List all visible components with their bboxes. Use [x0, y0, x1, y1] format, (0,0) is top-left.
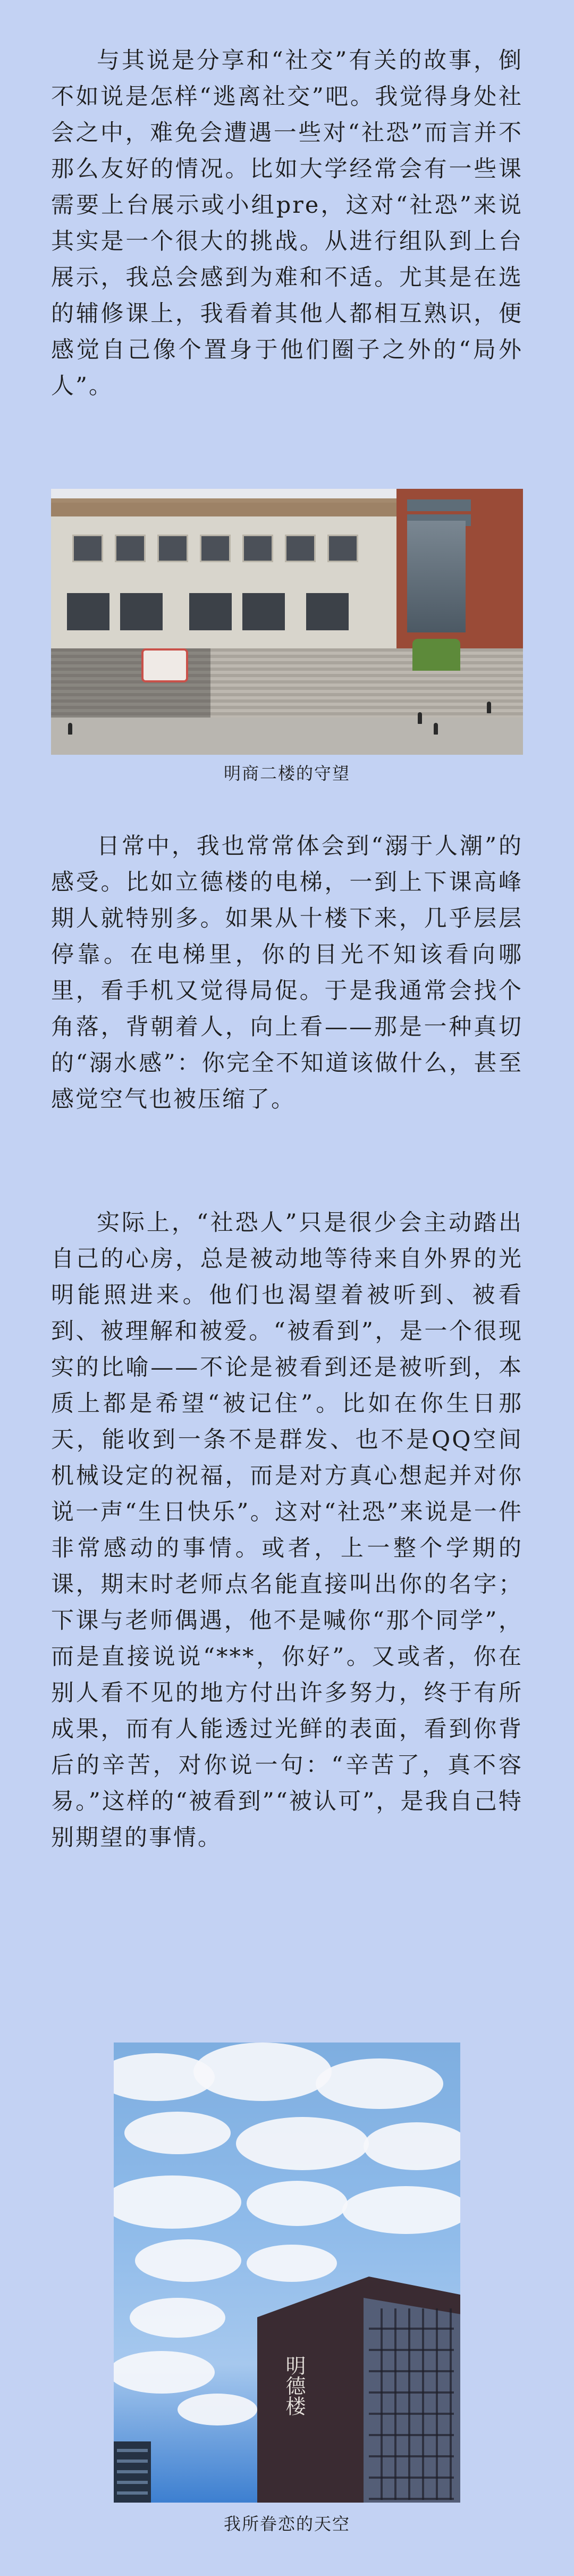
- figure-caption: 我所眷恋的天空: [223, 2514, 350, 2534]
- paragraph-2: 日常中，我也常常体会到“溺于人潮”的感受。比如立德楼的电梯，一到上下课高峰期人就特别多。如果从十楼下来，几乎层层停靠。在电梯里，你的目光不知该看向哪里，看手机又觉得局促。于是我通常会找个角落，背朝着人，向上看——那是一种真切的“溺水感”：你完全不知道该做什么，甚至感觉空气也被压缩了。: [51, 833, 523, 1113]
- sky-photo: [114, 2043, 460, 2503]
- paragraph-1: 与其说是分享和“社交”有关的故事，倒不如说是怎样“逃离社交”吧。我觉得身处社会之中，难免会遭遇一些对“社恐”而言并不那么友好的情况。比如大学经常会有一些课需要上台展示或小组pre，这对“社恐”来说其实是一个很大的挑战。从进行组队到上台展示，我总会感到为难和不适。尤其是在选的辅修课上，我看着其他人都相互熟识，便感觉自己像个置身于他们圈子之外的“局外人”。: [51, 47, 523, 399]
- building-photo: [51, 489, 523, 755]
- figure-sky: [114, 2043, 460, 2534]
- building-sign: 明德楼: [282, 2355, 306, 2416]
- figure-caption: 明商二楼的守望: [223, 763, 350, 783]
- figure-building: [51, 489, 523, 783]
- paragraph-3: 实际上，“社恐人”只是很少会主动踏出自己的心房，总是被动地等待来自外界的光明能照进来。他们也渴望着被听到、被看到、被理解和被爱。“被看到”，是一个很现实的比喻——不论是被看到还是被听到，本质上都是希望“被记住”。比如在你生日那天，能收到一条不是群发、也不是QQ空间机械设定的祝福，而是对方真心想起并对你说一声“生日快乐”。这对“社恐”来说是一件非常感动的事情。或者，上一整个学期的课，期末时老师点名能直接叫出你的名字；下课与老师偶遇，他不是喊你“那个同学”，而是直接说说“***，你好”。又或者，你在别人看不见的地方付出许多努力，终于有所成果，而有人能透过光鲜的表面，看到你背后的辛苦，对你说一句：“辛苦了，真不容易。”这样的“被看到”“被认可”，是我自己特别期望的事情。: [51, 1210, 523, 1851]
